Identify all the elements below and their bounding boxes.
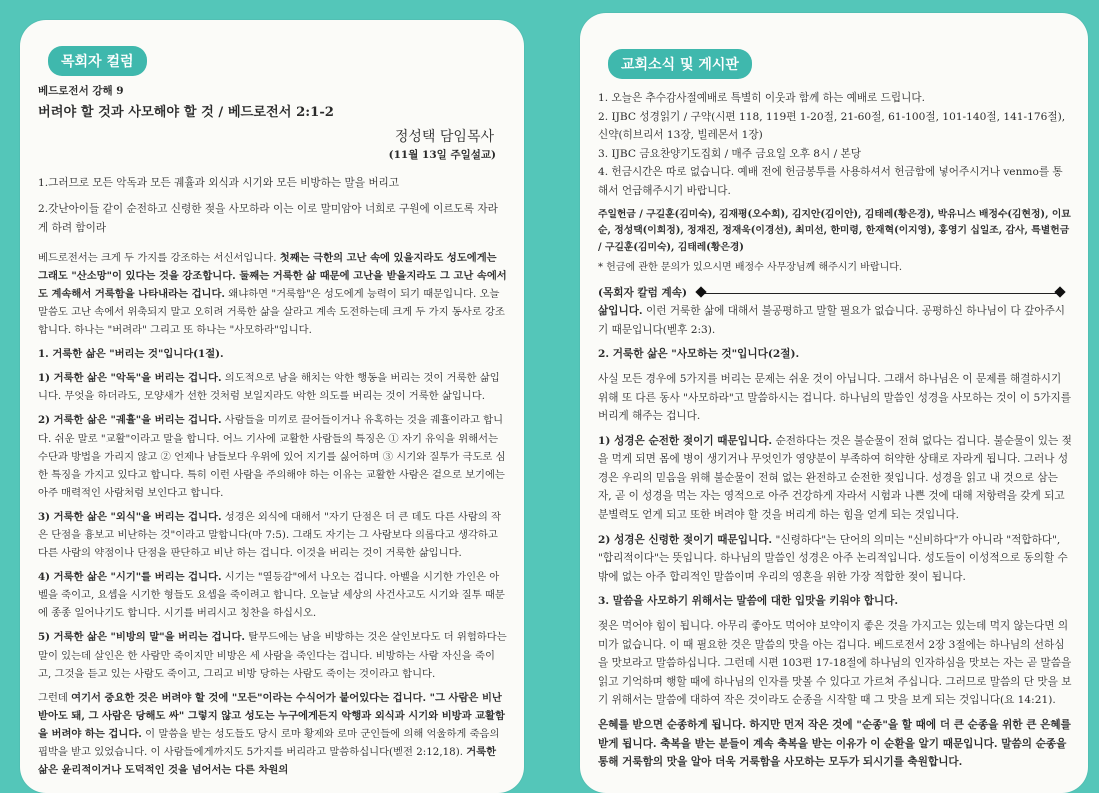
point-2: 2) 거룩한 삶은 "궤휼"을 버리는 겁니다. 사람들을 미끼로 끌어들이거나 유혹하는 것을 궤휼이라고 합니다. 쉬운 말로 "교활"이라고 말을 합니다. 어느 기사에 교활한 사람들의 특징은 ① 자기 유익을 위해서는 수단과 방법을 가리지 않고 ② 언제나 남들보다 우위에 있어 지기를 싫어하며 ③ 시기와 질투가 극도로 심한 특징을 가지고 있다고 합니다. 특히 이런 사람을 주의해야 하는 이유는 교활한 사람은 겉으로 보기에는 아주 매력적인 사람처럼 보인다고 합니다.: [38, 414, 506, 499]
point-r1: 1) 성경은 순전한 젖이기 때문입니다. 순전하다는 것은 불순물이 전혀 없다는 겁니다. 불순물이 있는 젖을 먹게 되면 몸에 병이 생기거나 무엇인가 영양분이 부족하여 허약한 상태로 자라게 됩니다. 그러나 성경은 우리의 믿음을 위해 불순물이 전혀 없는 완전하고 순전한 젖입니다. 성경을 읽고 내 것으로 삼는 자, 곧 이 성경을 먹는 자는 영적으로 아주 건강하게 자라서 시험과 나쁜 것에 대해 저항력을 갖게 되고 분별력도 얻게 되고 또한 버려야 할 것을 버리게 하는 힘을 얻게 되는 것입니다.: [598, 434, 1072, 522]
continued-label: (목회자 칼럼 계속): [598, 286, 688, 299]
intro-paragraph: 베드로전서는 크게 두 가지를 강조하는 서신서입니다. 첫째는 극한의 고난 속에 있을지라도 성도에게는 그래도 "산소망"이 있다는 것을 강조합니다. 둘째는 거룩한 삶 때문에 고난을 받을지라도 그 고난 속에서도 계속해서 거룩함을 나타내라는 겁니다. 왜냐하면 "거룩함"은 성도에게 능력이 되기 때문입니다. 오늘 말씀도 고난 속에서 위축되지 말고 오히려 거룩한 삶을 살라고 계속 도전하는데 크게 두 가지 동사로 강조합니다. 하나는 "버려라" 그리고 또 하나는 "사모하라"입니다.: [38, 251, 507, 337]
closing-paragraph: 그런데 여기서 중요한 것은 버려야 할 것에 "모든"이라는 수식어가 붙어있다는 겁니다. "그 사람은 비난 받아도 돼, 그 사람은 당해도 싸" 그렇지 않고 성도는 누구에게든지 악행과 외식과 시기와 비방과 교활함을 버려야 하는 겁니다. 이 말씀을 받는 성도들도 당시 로마 황제와 로마 군인들에 의해 억울하게 죽음의 핍박을 받고 있었습니다. 이 사람들에게까지도 5가지를 버리라고 말씀하십니다(벧전 2:12,18). 거룩한 삶은 윤리적이거나 도덕적인 것을 넘어서는 다른 차원의: [38, 691, 505, 777]
section-3-paragraph: 젖은 먹어야 힘이 됩니다. 아무리 좋아도 먹어야 보약이지 좋은 것을 가지고는 있는데 먹지 않는다면 의미가 없습니다. 이 때 필요한 것은 말씀의 맛을 아는 겁니다. 베드로전서 2장 3절에는 하나님의 선하심을 맛보라고 말씀하십니다. 그런데 시편 103편 17-18절에 하나님의 인자하심을 맛보는 자는 곧 말씀을 읽고 기억하며 행할 때에 하나님의 인자를 맛볼 수 있다고 가르쳐 주십니다. 그러므로 말씀의 단 맛을 보기 위해서는 말씀에 대하여 작은 것이라도 순종을 시작할 때 그 맛을 보게 되는 것입니다(요 14:21).: [598, 620, 1072, 707]
verse-1: 1.그러므로 모든 악독과 모든 궤휼과 외식과 시기와 모든 비방하는 말을 버리고: [38, 177, 400, 190]
sermon-title: 버려야 할 것과 사모해야 할 것 / 베드로전서 2:1-2: [38, 105, 334, 121]
divider-line: [697, 287, 1064, 299]
column-header: 목회자 컬럼: [48, 46, 147, 76]
point-1: 1) 거룩한 삶은 "악독"을 버리는 겁니다. 의도적으로 남을 해치는 악한 행동을 버리는 것이 거룩한 삶입니다. 무엇을 하더라도, 모양새가 선한 것처럼 보일지라도 악한 의도를 버리는 것이 거룩한 삶입니다.: [38, 372, 500, 403]
continued-divider: [598, 284, 1072, 303]
left-content: [38, 82, 508, 785]
verse-2: 2.갓난아이들 같이 순전하고 신령한 젖을 사모하라 이는 이로 말미암아 너희로 구원에 이르도록 자라게 하려 함이라: [38, 203, 498, 234]
diamond-right-icon: [1054, 286, 1065, 297]
offering-note: * 헌금에 관한 문의가 있으시면 배정수 사무장님께 해주시기 바랍니다.: [598, 261, 903, 273]
final-paragraph: 은혜를 받으면 순종하게 됩니다. 하지만 먼저 작은 것에 "순종"을 할 때에 더 큰 순종을 위한 큰 은혜를 받게 됩니다. 축복을 받는 분들이 계속 축복을 받는 이유가 이 순환을 알기 때문입니다. 말씀의 순종을 통해 거룩함의 맛을 알아 더욱 거룩함을 사모하는 모두가 되시기를 축원합니다.: [598, 719, 1071, 769]
author: 정성택 담임목사: [394, 129, 494, 146]
point-4: 4) 거룩한 삶은 "시기"를 버리는 겁니다. 시기는 "열등감"에서 나오는 겁니다. 아벨을 시기한 가인은 아벨을 죽이고, 요셉을 시기한 형들도 요셉을 죽이려고 합니다. 오늘날 세상의 사건사고도 시기와 질투 때문에 종종 일어나기도 합니다. 시기를 버리시고 칭찬을 하십시오.: [38, 571, 505, 620]
right-content: [598, 89, 1072, 778]
announcement-4: 4. 헌금시간은 따로 없습니다. 예배 전에 헌금봉투를 사용하셔서 헌금함에 넣어주시거나 venmo를 통해서 언급해주시기 바랍니다.: [598, 166, 1063, 197]
series-label: 베드로전서 강해 9: [38, 85, 124, 97]
point-5: 5) 거룩한 삶은 "비방의 말"을 버리는 겁니다. 탈무드에는 남을 비방하는 것은 살인보다도 더 위험하다는 말이 있는데 살인은 한 사람만 죽이지만 비방은 세 사람을 죽인다는 겁니다. 비방하는 사람 자신을 죽이고, 그것을 듣고 있는 사람도 죽이고, 그리고 비방 당하는 사람도 죽이는 것이라고 합니다.: [38, 631, 507, 680]
continued-paragraph: 삶입니다. 이런 거룩한 삶에 대해서 불공평하고 말할 필요가 없습니다. 공평하신 하나님이 다 갚아주시기 때문입니다(벧후 2:3).: [598, 305, 1066, 336]
announcement-2: 2. IJBC 성경읽기 / 구약(시편 118, 119편 1-20절, 21-60절, 61-100절, 101-140절, 141-176절), 신약(히브리서 13장, 빌레몬서 1장): [598, 110, 1066, 142]
section-3-heading: 3. 말씀을 사모하기 위해서는 말씀에 대한 입맛을 키워야 합니다.: [598, 595, 899, 608]
announcement-1: 1. 오늘은 추수감사절예배로 특별히 이웃과 함께 하는 예배로 드립니다.: [598, 92, 925, 104]
offering-list: 주일헌금 / 구길훈(김미숙), 김재평(오수희), 김지안(김이안), 김태레(황은경), 박유니스 배정수(김현정), 이묘순, 정성택(이희정), 정재진, 정재욱(이경선), 최미선, 한미령, 한재혁(이지영), 홍영기 십일조, 감사, 특별헌금 / 구길훈(김미숙), 김태레(황은경): [598, 208, 1071, 254]
right-page: [580, 13, 1088, 793]
section-2-intro: 사실 모든 경우에 5가지를 버리는 문제는 쉬운 것이 아닙니다. 그래서 하나님은 이 문제를 해결하시기 위해 또 다른 동사 "사모하라"고 말씀하시는 겁니다. 하나님의 말씀인 성경을 사모하는 것이 이 5가지를 버리게 해주는 겁니다.: [598, 372, 1071, 423]
sermon-date: (11월 13일 주일설교): [388, 149, 496, 162]
section-2-heading: 2. 거룩한 삶은 "사모하는 것"입니다(2절).: [598, 348, 800, 361]
announcement-3: 3. IJBC 금요찬양기도집회 / 매주 금요일 오후 8시 / 본당: [598, 147, 862, 160]
left-page: [20, 20, 524, 793]
point-3: 3) 거룩한 삶은 "외식"을 버리는 겁니다. 성경은 외식에 대해서 "자기 단점은 더 큰 데도 다른 사람의 작은 단점을 흉보고 비난하는 것"이라고 말합니다(마 7:5). 그래도 자기는 그 사람보다 의롭다고 생각하고 다른 사람의 약점이나 단점을 판단하고 비난 하는 겁니다. 이것을 버리는 것이 거룩한 삶입니다.: [38, 510, 501, 560]
point-r2: 2) 성경은 신령한 젖이기 때문입니다. "신령하다"는 단어의 의미는 "신비하다"가 아니라 "적합하다", "합리적이다"는 뜻입니다. 하나님의 말씀인 성경은 아주 논리적입니다. 성도들이 이성적으로 동의할 수밖에 없는 아주 합리적인 말씀이며 우리의 영혼을 위한 가장 적합한 젖이 됩니다.: [598, 533, 1068, 583]
diamond-left-icon: [695, 286, 706, 297]
board-header: 교회소식 및 게시판: [608, 49, 752, 79]
section-1-heading: 1. 거룩한 삶은 "버리는 것"입니다(1절).: [38, 348, 224, 361]
